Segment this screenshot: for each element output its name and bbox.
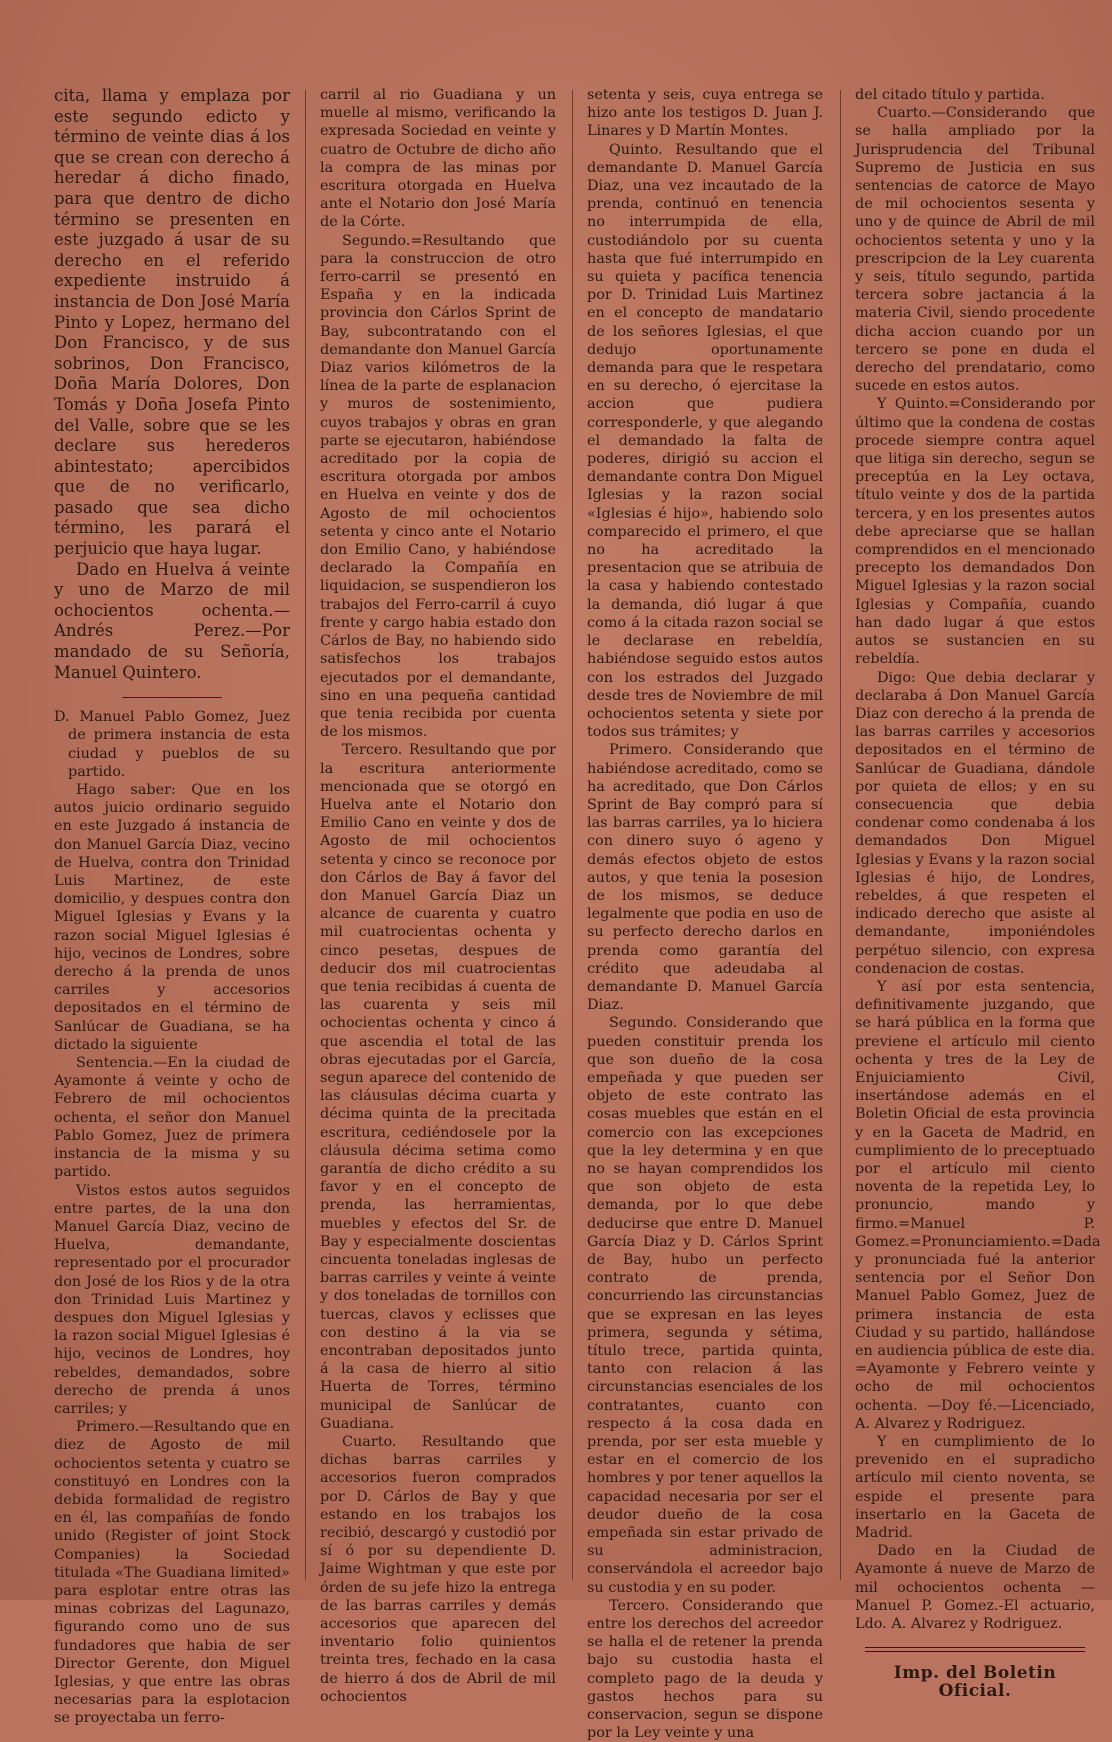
- column-3: [587, 86, 823, 1742]
- paragraph: Segundo. Considerando que pueden constituir prenda los que son dueño de la cosa empeñada y que pueden ser objeto de este contrato las cosas muebles que están en el comercio con las excepciones que la ley determina y en que no se hayan comprendidos los que son objeto de esta demanda, por lo que debe deducirse que entre D. Manuel García Diaz y D. Cárlos Sprint de Bay, hubo un perfecto contrato de prenda, concurriendo las circunstancias que se expresan en las leyes primera, segunda y sétima, título trece, partida quinta, tanto con relacion á las circunstancias esenciales de los contratantes, cuanto con respecto á la cosa dada en prenda, por ser esta mueble y estar en el comercio de los hombres y por tener aquellos la capacidad necesaria por ser el deudor dueño de la cosa empeñada sin estar privado de su administracion, conservándola el acreedor bajo su custodia y en su poder.: [587, 1015, 823, 1596]
- column-4: [855, 86, 1101, 1702]
- paragraph: Primero. Considerando que habiéndose acreditado, como se ha acreditado, que Don Cárlos Sprint de Bay compró para sí las barras carriles, ya lo hiciera con dinero suyo ó ageno y demás efectos objeto de estos autos, y que tenia la posesion de los mismos, se deduce legalmente que podia en uso de su perfecto derecho darlos en prenda como garantía del crédito que adeudaba al demandante D. Manuel García Diaz.: [587, 742, 823, 1014]
- judge-heading: D. Manuel Pablo Gomez, Juez de primera instancia de esta ciudad y pueblos de su partido.: [54, 709, 290, 780]
- column-rule: [305, 90, 306, 1580]
- paragraph: Tercero. Considerando que entre los derechos del acreedor se halla el de retener la prenda bajo su custodia hasta el completo pago de la deuda y gastos hechos para su conservacion, segun se dispone por la Ley veinte y una: [587, 1597, 823, 1742]
- paragraph: Cuarto. Resultando que dichas barras carriles y accesorios fueron comprados por D. Cárlos de Bay y que estando en los trabajos los recibió, descargó y custodió por sí ó por su dependiente D. Jaime Wightman y que este por órden de su jefe hizo la entrega de las barras carriles y demás accesorios que aparecen del inventario folio quinientos treinta tres, fechado en la casa de hierro á dos de Abril de mil ochocientos: [320, 1434, 556, 1705]
- imprint: Imp. del Boletin Oficial.: [893, 1663, 1057, 1702]
- paragraph: Tercero. Resultando que por la escritura anteriormente mencionada que se otorgó en Huelva ante el Notario don Emilio Cano en veinte y dos de Agosto de mil ochocientos setenta y cinco se reconoce por don Cárlos de Bay á favor del don Manuel García Diaz un alcance de cuarenta y cuatro mil cuatrocientas ochenta y cinco pesetas, despues de deducir dos mil cuatrocientas que tenia recibidas á cuenta de las cuarenta y seis mil ochocientas ochenta y cinco á que ascendia el total de las obras ejecutadas por el García, segun aparece del contenido de las cláusulas décima cuarta y décima quinta de la precitada escritura, cediéndosele por la cláusula décima setima como garantía de dicho crédito a su favor y en el concepto de prenda, las herramientas, muebles y efectos del Sr. de Bay y especialmente doscientas cincuenta toneladas inglesas de barras carriles y veinte á veinte y dos toneladas de tornillos con tuercas, clavos y eclisses que con destino á la via se encontraban depositados junto á la casa de hierro al sitio Huerta de Torres, término municipal de Sanlúcar de Guadiana.: [320, 742, 556, 1432]
- column-1: [54, 86, 290, 1727]
- paragraph: Segundo.=Resultando que para la construccion de otro ferro-carril se presentó en España y en la indicada provincia don Cárlos Sprint de Bay, subcontratando con el demandante don Manuel García Diaz varios kilómetros de la línea de la parte de esplanacion y muros de sostenimiento, cuyos trabajos y obras en gran parte se ejecutaron, habiéndose acreditado por la copia de escritura otorgada por ambos en Huelva en veinte y dos de Agosto de mil ochocientos setenta y cinco ante el Notario don Emilio Cano, y habiéndose declarado la Compañía en liquidacion, se suspendieron los trabajos del Ferro-carril á cuyo frente y cargo habia estado don Cárlos de Bay, no habiendo sido satisfechos los trabajos ejecutados por el demandante, sino en una pequeña cantidad que tenia recibida por cuenta de los mismos.: [320, 232, 556, 741]
- column-2: [320, 86, 556, 1705]
- paragraph: Quinto. Resultando que el demandante D. Manuel García Diaz, una vez incautado de la prenda, continuó en tenencia no interrumpida de ella, custodiándolo por su cuenta hasta que fué interrumpido en su quieta y pacífica tenencia por D. Trinidad Luis Martinez en el concepto de mandatario de los señores Iglesias, el que dedujo oportunamente demanda para que le respetara en su derecho, ó ejercitase la accion que pudiera corresponderle, y que alegando el demandado la falta de poderes, dirigió su accion el demandante contra Don Miguel Iglesias y la razon social «Iglesias é hijo», habiendo solo comparecido el primero, el que no ha acreditado la presentacion que se atribuia de la casa y habiendo contestado la demanda, dió lugar á que como á la citada razon social se le declarase en rebeldía, habiéndose seguido estos autos con los estrados del Juzgado desde tres de Noviembre de mil ochocientos setenta y siete por todos sus trámites; y: [587, 141, 823, 741]
- column-rule: [572, 90, 573, 1580]
- paragraph: Y Quinto.=Considerando por último que la condena de costas procede siempre contra aquel que litiga sin derecho, segun se preceptúa en la Ley octava, título veinte y dos de la partida tercera, y en los presentes autos debe apreciarse que se hallan comprendidos en el mencionado precepto los demandados Don Miguel Iglesias y la razon social Iglesias y Compañía, cuando han dado lugar á que estos autos se sustancien en su rebeldía.: [855, 396, 1095, 668]
- imprint-divider: [865, 1647, 1085, 1652]
- paragraph: Digo: Que debia declarar y declaraba á Don Manuel García Diaz con derecho á la prenda de las barras carriles y accesorios depositados en el término de Sanlúcar de Guadiana, dándole por quieta de ellos; y en su consecuencia que debia condenar como condenaba á los demandados Don Miguel Iglesias y Evans y la razon social Iglesias é hijo, de Londres, rebeldes, á que respeten el indicado derecho que asiste al demandante, imponiéndoles perpétuo silencio, con expresa condenacion de costas.: [855, 669, 1095, 977]
- paragraph: Hago saber: Que en los autos juicio ordinario seguido en este Juzgado á instancia de don Manuel García Diaz, vecino de Huelva, contra don Trinidad Luis Martinez, de este domicilio, y despues contra don Miguel Iglesias y Evans y la razon social Miguel Iglesias é hijo, vecinos de Londres, sobre derecho á la prenda de unos carriles y accesorios depositados en el término de Sanlúcar de Guadiana, se ha dictado la siguiente: [54, 782, 290, 1053]
- paragraph: Y en cumplimiento de lo prevenido en el supradicho artículo mil ciento noventa, se espide el presente para insertarlo en la Gaceta de Madrid.: [855, 1434, 1095, 1542]
- paragraph: Sentencia.—En la ciudad de Ayamonte á veinte y ocho de Febrero de mil ochocientos ochenta, el señor don Manuel Pablo Gomez, Juez de primera instancia de la misma y su partido.: [54, 1055, 290, 1181]
- paragraph: Vistos estos autos seguidos entre partes, de la una don Manuel García Diaz, vecino de Huelva, demandante, representado por el procurador don José de los Rios y de la otra don Trinidad Luis Martinez y despues don Miguel Iglesias y la razon social Miguel Iglesias é hijo, vecinos de Londres, hoy rebeldes, demandados, sobre derecho de prenda á unos carriles; y: [54, 1182, 290, 1417]
- column-rule: [840, 90, 841, 1580]
- paragraph: carril al rio Guadiana y un muelle al mismo, verificando la expresada Sociedad en veinte y cuatro de Octubre de dicho año la compra de las minas por escritura otorgada en Huelva ante el Notario don José María de la Córte.: [320, 87, 556, 231]
- paragraph: del citado título y partida.: [855, 87, 1045, 103]
- paragraph: Dado en la Ciudad de Ayamonte á nueve de Marzo de mil ochocientos ochenta — Manuel P. Gomez.-El actuario, Ldo. A. Alvarez y Rodriguez.: [855, 1543, 1095, 1633]
- paragraph: Primero.—Resultando que en diez de Agosto de mil ochocientos setenta y cuatro se constituyó en Londres con la debida formalidad de registro en él, las compañías de fondo unido (Register of joint Stock Companies) la Sociedad titulada «The Guadiana limited» para esplotar entre otras las minas cobrizas del Lagunazo, figurando como uno de sus fundadores que habia de ser Director Gerente, don Miguel Iglesias, y que entre las obras necesarias para la esplotacion se proyectaba un ferro-: [54, 1419, 290, 1727]
- paragraph: Y así por esta sentencia, definitivamente juzgando, que se hará pública en la forma que previene el artículo mil ciento ochenta y tres de la Ley de Enjuiciamiento Civil, insertándose además en el Boletin Oficial de esta provincia y en la Gaceta de Madrid, en cumplimiento de lo preceptuado por el artículo mil ciento noventa de la repetida Ley, lo pronuncio, mando y firmo.=Manuel P. Gomez.=Pronunciamiento.=Dada y pronunciada fué la anterior sentencia por el Señor Don Manuel Pablo Gomez, Juez de primera instancia de esta Ciudad y su partido, hallándose en audiencia pública de este dia. =Ayamonte y Febrero veinte y ocho de mil ochocientos ochenta. —Doy fé.—Licenciado, A. Alvarez y Rodriguez.: [855, 978, 1101, 1432]
- section-divider: [122, 697, 222, 698]
- edict-continuation: cita, llama y emplaza por este segundo edicto y término de veinte dias á los que se crean con derecho á heredar á dicho finado, para que dentro de dicho término se presenten en este juzgado á usar de su derecho en el referido expediente instruido á instancia de Don José María Pinto y Lopez, hermano del Don Francisco, y de sus sobrinos, Don Francisco, Doña María Dolores, Don Tomás y Doña Josefa Pinto del Valle, sobre que se les declare sus herederos abintestato; apercibidos que de no verificarlo, pasado que sea dicho término, les parará el perjuicio que haya lugar.: [54, 86, 290, 559]
- edict-signature: Dado en Huelva á veinte y uno de Marzo de mil ochocientos ochenta.—Andrés Perez.—Por mandado de su Señoría, Manuel Quintero.: [54, 559, 290, 682]
- paragraph: setenta y seis, cuya entrega se hizo ante los testigos D. Juan J. Linares y D Martín Montes.: [587, 87, 823, 140]
- paragraph: Cuarto.—Considerando que se halla ampliado por la Jurisprudencia del Tribunal Supremo de Justicia en sus sentencias de catorce de Mayo de mil ochocientos sesenta y uno y de quince de Abril de mil ochocientos setenta y uno y la prescripcion de la Ley cuarenta y seis, título segundo, partida tercera sobre jactancia á la materia Civil, siendo procedente dicha accion cuando por un tercero se pone en duda el derecho del prendatario, como sucede en estos autos.: [855, 105, 1095, 395]
